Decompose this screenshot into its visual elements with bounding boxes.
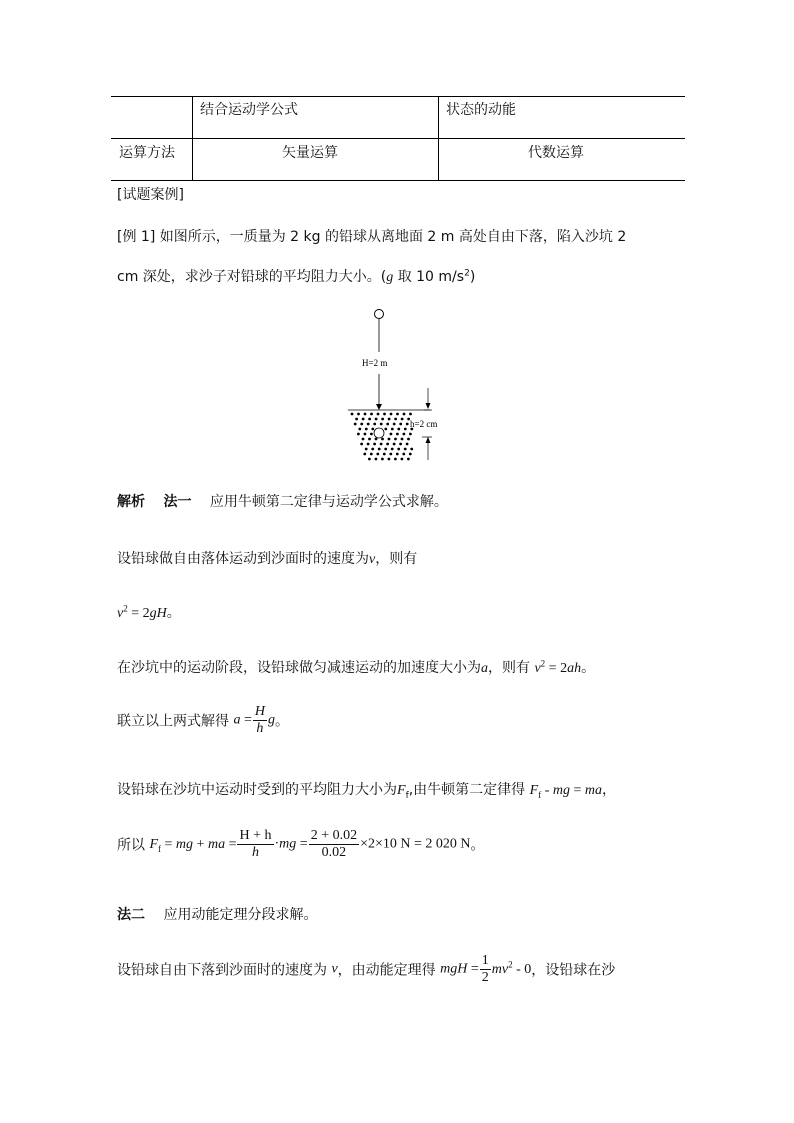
ball-icon <box>375 310 384 319</box>
solution-line-8: 设铅球自由下落到沙面时的速度为 v，由动能定理得 mgH = $\frac{1}{2}$ $mv^2 - 0$，设铅球在沙 <box>117 953 616 985</box>
table-col-divider-1 <box>192 96 193 180</box>
method1-label: 法一 <box>163 494 192 510</box>
method2-desc: 应用动能定理分段求解。 <box>163 907 318 923</box>
example-label: [例 1] <box>117 229 156 245</box>
example-line-1 <box>117 226 626 246</box>
table-cell-r2c2: 矢量运算 <box>282 145 338 161</box>
table-top-border <box>111 96 685 97</box>
solution-line-6: 所以 $F_f$ = mg + ma = $\frac{H + h}{h}$ ·mg = $\frac{2 + 0.02}{0.02}$ ×2×10 N = 2 020 N。 <box>117 828 485 860</box>
solution-line-3: 在沙坑中的运动阶段，设铅球做匀减速运动的加速度大小为a，则有 $v^2 = 2ah$。 <box>117 658 596 676</box>
table-cell-r1c2: 结合运动学公式 <box>200 102 298 118</box>
height-label: H=2 m <box>362 358 388 368</box>
table-middle-border <box>111 138 685 139</box>
solution-line-4: 联立以上两式解得 a = $\frac{H}{h}$ g。 <box>117 704 289 736</box>
sand-pit-figure <box>340 300 460 470</box>
solution-line-5: 设铅球在沙坑中运动时受到的平均阻力大小为$F_f$,由牛顿第二定律得 $F_f$ - mg = ma， <box>117 782 617 801</box>
table-cell-r2c1: 运算方法 <box>119 145 175 161</box>
table-col-divider-2 <box>438 96 439 180</box>
section-heading: [试题案例] <box>117 187 184 203</box>
solution-line-1: 设铅球做自由落体运动到沙面时的速度为v，则有 <box>117 551 418 567</box>
depth-label: h=2 cm <box>410 419 438 429</box>
example-text-1: 如图所示，一质量为 2 kg 的铅球从离地面 2 m 高处自由下落，陷入沙坑 2 <box>159 229 627 245</box>
solution-method1-header <box>117 491 448 511</box>
solution-label: 解析 <box>117 494 145 510</box>
table-cell-r1c3: 状态的动能 <box>446 102 516 118</box>
table-bottom-border <box>111 180 685 181</box>
solution-method2-header <box>117 904 317 924</box>
equation-1: $v^2 = 2gH$。 <box>117 603 181 621</box>
example-line-2: cm 深处，求沙子对铅球的平均阻力大小。(g 取 10 $m/s^2$) <box>117 268 476 285</box>
method2-label: 法二 <box>117 907 145 923</box>
table-cell-r2c3: 代数运算 <box>528 145 584 161</box>
method1-desc: 应用牛顿第二定律与运动学公式求解。 <box>209 494 448 510</box>
